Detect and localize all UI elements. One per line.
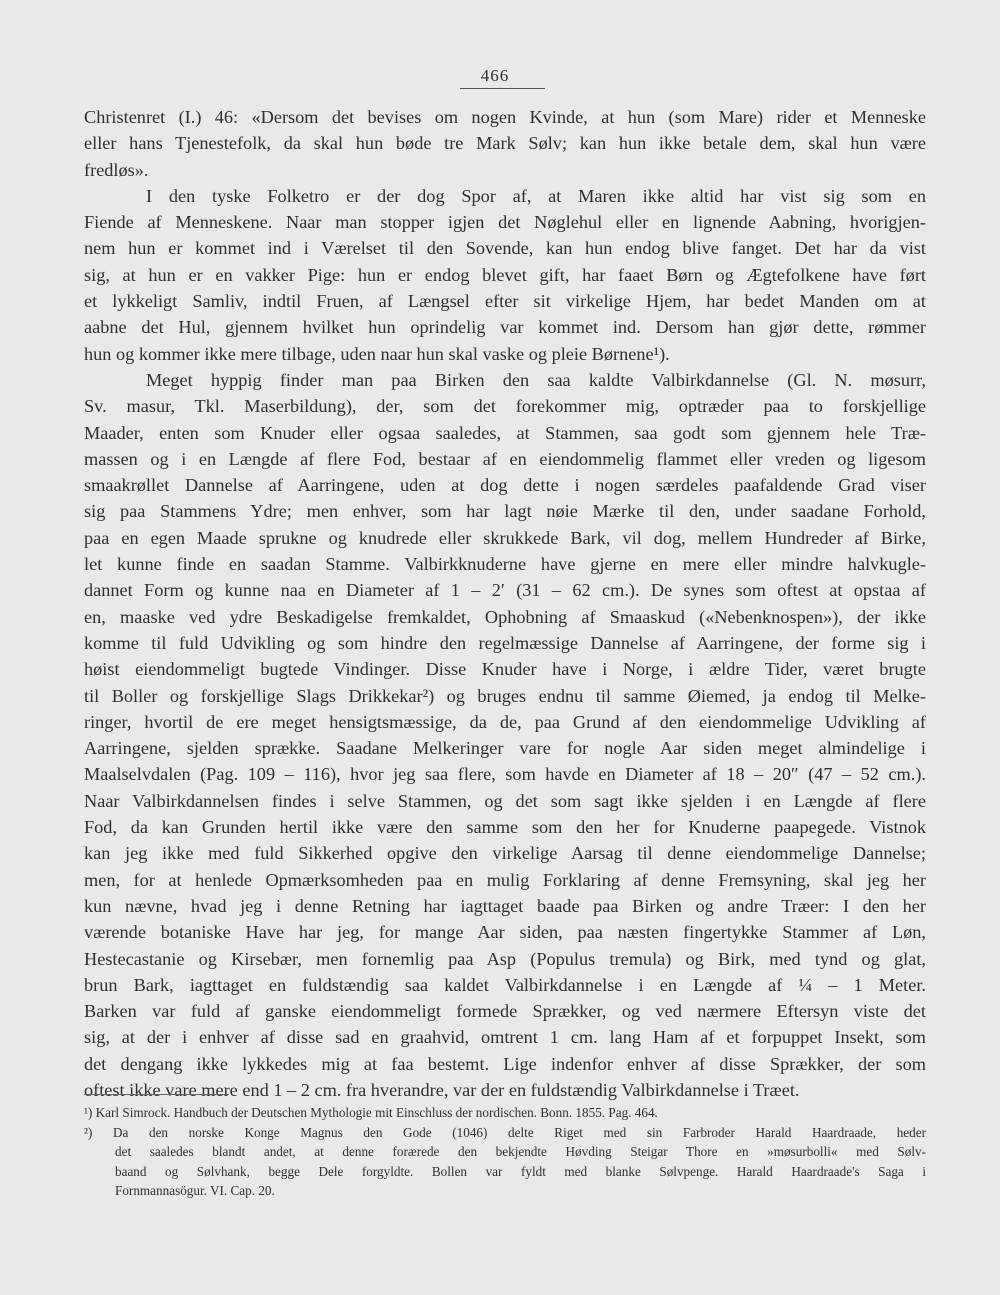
text-line: Maader, enten som Knuder eller ogsaa saaledes, at Stammen, saa godt som gjennem hele Træ- (84, 422, 926, 443)
footnote-line: ¹) Karl Simrock. Handbuch der Deutschen Mythologie mit Einschluss der nordischen. Bonn. 1855. Pag. 464. (84, 1105, 658, 1120)
text-line: Aarringene, sjelden sprække. Saadane Melkeringer vare for nogle Aar siden meget almindelige i (84, 738, 926, 759)
page-number: 466 (480, 66, 510, 85)
text-line: komme til fuld Udvikling og som hindre den regelmæssige Dannelse af Aarringene, der forme sig i (84, 632, 926, 653)
text-line: Fod, da kan Grunden hertil ikke være den samme som den her for Knuderne paapegede. Vistnok (84, 817, 926, 838)
text-line: sig, at der i enhver af disse sad en graahvid, omtrent 1 cm. lang Ham af et forpuppet Insekt, som (84, 1027, 926, 1048)
text-line: paa en egen Maade sprukne og knudrede eller skrukkede Bark, vil dog, mellem Hundreder af Birke, (84, 527, 926, 548)
text-line: aabne det Hul, gjennem hvilket hun oprindelig var kommet ind. Dersom han gjør dette, rømmer (84, 317, 926, 338)
text-line: I den tyske Folketro er der dog Spor af, at Maren ikke altid har vist sig som en (146, 185, 926, 206)
text-line: fredløs». (84, 159, 149, 180)
text-line: massen og i en Længde af flere Fod, bestaar af en eiendommelig flammet eller vreden og ligesom (84, 448, 926, 469)
text-line: Sv. masur, Tkl. Maserbildung), der, som det forekommer mig, optræder paa to forskjellige (84, 396, 926, 417)
text-line: Hestecastanie og Kirsebær, men fornemlig paa Asp (Populus tremula) og Birk, med tynd og glat, (84, 948, 926, 969)
text-line: hun og kommer ikke mere tilbage, uden naar hun skal vaske og pleie Børnene¹). (84, 343, 670, 364)
text-line: oftest ikke vare mere end 1 – 2 cm. fra hverandre, var der en fuldstændig Valbirkdannelse i Træet. (84, 1079, 800, 1100)
text-line: Meget hyppig finder man paa Birken den saa kaldte Valbirkdannelse (Gl. N. møsurr, (146, 369, 926, 390)
text-line: Barken var fuld af ganske eiendommeligt formede Sprækker, og ved nærmere Eftersyn viste det (84, 1001, 926, 1022)
footnote-rule (84, 1094, 229, 1095)
text-line: brun Bark, iagttaget en fuldstændig saa kaldet Valbirkdannelse i en Længde af ¼ – 1 Meter. (84, 974, 926, 995)
text-line: Christenret (I.) 46: «Dersom det bevises om nogen Kvinde, at hun (som Mare) rider et Menneske (84, 107, 926, 127)
footnote-line: ²) Da den norske Konge Magnus den Gode (1046) delte Riget med sin Farbroder Harald Haardraade, heder (84, 1124, 926, 1140)
text-line: nem hun er kommet ind i Værelset til den Sovende, kan hun endog blive fanget. Det har da vist (84, 238, 926, 259)
text-line: men, for at henlede Opmærksomheden paa en mulig Forklaring af denne Fremsyning, skal jeg her (84, 869, 926, 890)
text-line: eller hans Tjenestefolk, da skal hun bøde tre Mark Sølv; kan hun ikke betale dem, skal hun være (84, 133, 926, 154)
text-line: Naar Valbirkdannelsen findes i selve Stammen, og det som sagt ikke sjelden i en Længde af flere (84, 790, 926, 811)
footnotes (84, 1103, 926, 1201)
text-line: dannet Form og kunne naa en Diameter af 1 – 2′ (31 – 62 cm.). De synes som oftest at opstaa af (84, 580, 926, 601)
text-line: ringer, hvortil de ere meget hensigtsmæssige, da de, paa Grund af den eiendommelige Udvikling af (84, 711, 926, 732)
footnote-line: Fornmannasögur. VI. Cap. 20. (115, 1183, 275, 1198)
text-line: smaakrøllet Dannelse af Aarringene, uden at dog dette i nogen særdeles paafaldende Grad viser (84, 475, 926, 496)
text-line: høist eiendommeligt bugtede Vindinger. Disse Knuder have i Norge, i ældre Tider, været brugte (84, 659, 926, 680)
text-line: Fiende af Menneskene. Naar man stopper igjen det Nøglehul eller en lignende Aabning, hvorigjen- (84, 212, 926, 233)
text-line: det dengang ikke lykkedes mig at faa bestemt. Lige indenfor enhver af disse Sprækker, der som (84, 1053, 926, 1074)
footnote-line: baand og Sølvhank, begge Dele forgyldte. Bollen var fyldt med blanke Sølvpenge. Harald Haardraade's Saga i (115, 1163, 926, 1179)
footnote-line: det saaledes blandt andet, at denne forærede den bekjendte Høvding Steigar Thore en »møsurbolli« med Sølv- (115, 1144, 926, 1159)
body-text (84, 104, 926, 1103)
text-line: sig paa Stammens Ydre; men enhver, som har lagt nøie Mærke til den, under saadane Forhold, (84, 501, 926, 522)
text-line: værende botaniske Have har jeg, for mange Aar siden, paa næsten fingertykke Stammer af Løn, (84, 922, 926, 943)
text-line: Maalselvdalen (Pag. 109 – 116), hvor jeg saa flere, som havde en Diameter af 18 – 20″ (47 – 52 cm.). (84, 764, 926, 785)
text-line: en, maaske ved ydre Beskadigelse fremkaldet, Ophobning af Smaaskud («Nebenknospen»), der ikke (84, 606, 926, 627)
text-line: let kunne finde en saadan Stamme. Valbirkknuderne have gjerne en mere eller mindre halvkugle- (84, 554, 926, 575)
page-number-rule (460, 88, 545, 89)
text-line: kun nævne, hvad jeg i denne Retning har iagttaget baade paa Birken og andre Træer: I den her (84, 895, 926, 916)
text-line: et lykkeligt Samliv, indtil Fruen, af Længsel efter sit virkelige Hjem, har bedet Manden om at (84, 291, 926, 312)
text-line: til Boller og forskjellige Slags Drikkekar²) og bruges endnu til samme Øiemed, ja endog til Melke- (84, 685, 926, 706)
text-line: kan jeg ikke med fuld Sikkerhed opgive den virkelige Aarsag til denne eiendommelige Dannelse; (84, 843, 926, 864)
text-line: sig, at hun er en vakker Pige: hun er endog blevet gift, har faaet Børn og Ægtefolkene have ført (84, 264, 926, 285)
